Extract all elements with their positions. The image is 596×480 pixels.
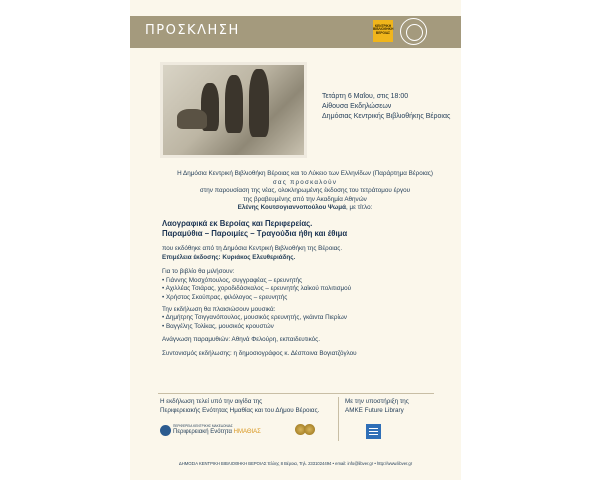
region-logo [160, 424, 261, 438]
support-line1: Με την υποστήριξη της [345, 398, 409, 405]
municipality-coin-icon [304, 424, 315, 435]
author-suffix: , με τίτλο: [345, 204, 373, 212]
aegis-line1: Η εκδήλωση τελεί υπό την αιγίδα της [160, 398, 263, 405]
region-logo-small-text: ΠΕΡΙΦΕΡΕΙΑ ΚΕΝΤΡΙΚΗΣ ΜΑΚΕΔΟΝΙΑΣ [173, 424, 233, 428]
coordination-line: Συντονισμός εκδήλωσης: η δημοσιογράφος κ. Δέσποινα Βογιατζόγλου [162, 349, 357, 357]
book-title-line1: Λαογραφικά εκ Βεροίας και Περιφερείας. [162, 218, 313, 228]
invitation-card [130, 0, 461, 480]
invitation-title: ΠΡΟΣΚΛΗΣΗ [145, 23, 240, 38]
footer-column-divider [338, 397, 339, 441]
book-title-line2: Παραμύθια – Παροιμίες – Τραγούδια ήθη και έθιμα [162, 228, 348, 238]
speaker-item: • Γιάννης Μοσχόπουλος, συγγραφέας – ερευνητής [162, 276, 302, 284]
invite-line: σας προσκαλούν [272, 178, 338, 186]
award-line: της βραβευμένης από την Ακαδημία Αθηνών [243, 195, 367, 203]
event-date-time: Τετάρτη 6 Μαΐου, στις 18:00 [322, 93, 409, 100]
aegis-line2: Περιφερειακής Ενότητας Ημαθίας και του Δήμου Βέροιας. [160, 406, 320, 414]
header-banner [130, 16, 461, 48]
library-logo: ΚΕΝΤΡΙΚΗ ΒΙΒΛΙΟΘΗΚΗ ΒΕΡΟΙΑΣ [373, 20, 393, 42]
event-venue: Δημόσιας Κεντρικής Βιβλιοθήκης Βέροιας [322, 113, 451, 120]
event-hall: Αίθουσα Εκδηλώσεων [322, 103, 392, 110]
region-emblem-icon [160, 425, 171, 436]
event-details [322, 92, 457, 122]
speakers-heading: Για το βιβλίο θα μιλήσουν: [162, 268, 235, 276]
editor-line: Επιμέλεια έκδοσης: Κυριάκος Ελευθεριάδης. [162, 253, 296, 261]
footer-divider [158, 393, 434, 394]
intro-line: Η Δημόσια Κεντρική Βιβλιοθήκη Βέροιας και το Λύκειο των Ελληνίδων (Παράρτημα Βέροιας) [177, 170, 433, 177]
publisher-line: που εκδόθηκε από τη Δημόσια Κεντρική Βιβλιοθήκη της Βέροιας. [162, 244, 343, 252]
support-text [345, 398, 445, 415]
musician-item: • Βαγγέλης Τολίκας, μουσικός κρουστών [162, 322, 274, 330]
author-line [162, 204, 448, 213]
reading-line: Ανάγνωση παραμυθιών: Αθηνά Φελούρη, εκπαιδευτικός. [162, 336, 320, 344]
speaker-item: • Αχιλλέας Τσιάρας, χοροδιδάσκαλος – ερευνητής λαϊκού πολιτισμού [162, 285, 352, 293]
historic-photo [160, 62, 307, 158]
invitation-body [162, 170, 448, 359]
support-line2: AMKE Future Library [345, 406, 404, 414]
contact-info: ΔΗΜΟΣΙΑ ΚΕΝΤΡΙΚΗ ΒΙΒΛΙΟΘΗΚΗ ΒΕΡΟΙΑΣ Έλλης 8 Βέροια, Τηλ. 2331024494 • email: info@libver.gr • http://www.libver.gr [178, 461, 413, 466]
musicians-heading: Την εκδήλωση θα πλαισιώσουν μουσικά: [162, 305, 276, 313]
region-logo-text: Περιφερειακή Ενότητα ΗΜΑΘΙΑΣ [173, 429, 261, 435]
speaker-item: • Χρήστος Σκούπρας, φιλόλογος – ερευνητής [162, 293, 288, 301]
author-name: Ελένης Κουτσογιαννοπούλου Ψωμά [237, 204, 346, 212]
aegis-text [160, 398, 330, 415]
presentation-line: στην παρουσίαση της νέας, ολοκληρωμένης έκδοσης του τετράτομου έργου [199, 187, 411, 195]
future-library-logo [366, 424, 381, 439]
musician-item: • Δημήτρης Τσιγγανόπουλος, μουσικός ερευνητής, γκάιντα Πιερίων [162, 314, 347, 322]
lyceum-logo [400, 18, 427, 45]
